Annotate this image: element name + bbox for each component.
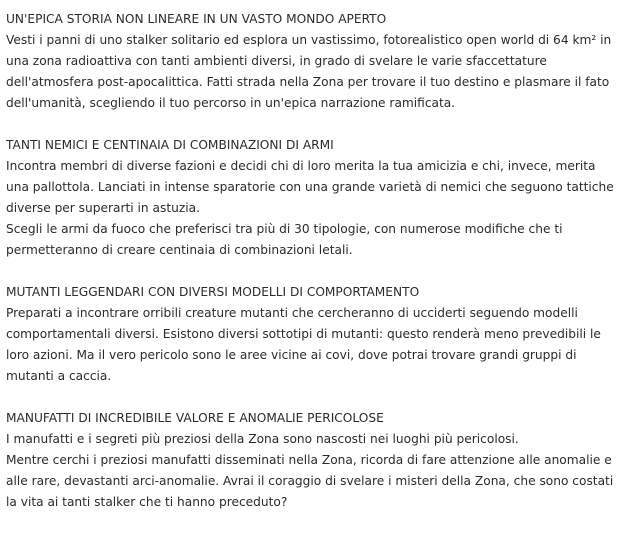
section-paragraph: Vesti i panni di uno stalker solitario ed esplora un vastissimo, fotorealistico open world di 64 km² in una zona radioattiva con tanti ambienti diversi, in grado di svelare le varie sfaccettature dell'atmosfera post-apocalittica. Fatti strada nella Zona per trovare il tuo destino e plasmare il fato dell'umanità, scegliendo il tuo percorso in un'epica narrazione ramificata. <box>6 33 612 110</box>
section-heading: UN'EPICA STORIA NON LINEARE IN UN VASTO MONDO APERTO <box>6 12 387 26</box>
section-paragraph: Incontra membri di diverse fazioni e decidi chi di loro merita la tua amicizia e chi, invece, merita una pallottola. Lanciati in intense sparatorie con una grande varietà di nemici che seguono tattiche diverse per superarti in astuzia. <box>6 159 614 215</box>
section-paragraph: Preparati a incontrare orribili creature mutanti che cercheranno di ucciderti seguendo modelli comportamentali diversi. Esistono diversi sottotipi di mutanti: questo renderà meno prevedibili le loro azioni. Ma il vero pericolo sono le aree vicine ai covi, dove potrai trovare grandi gruppi di mutanti a caccia. <box>6 306 601 383</box>
section-heading: TANTI NEMICI E CENTINAIA DI COMBINAZIONI DI ARMI <box>6 138 334 152</box>
section-open-world <box>6 9 618 114</box>
description-text <box>6 9 618 534</box>
section-paragraph: Scegli le armi da fuoco che preferisci tra più di 30 tipologie, con numerose modifiche che ti permetteranno di creare centinaia di combinazioni letali. <box>6 222 563 257</box>
section-heading: MUTANTI LEGGENDARI CON DIVERSI MODELLI DI COMPORTAMENTO <box>6 285 420 299</box>
section-artifacts-anomalies <box>6 408 618 513</box>
section-mutants <box>6 282 618 387</box>
section-heading: MANUFATTI DI INCREDIBILE VALORE E ANOMALIE PERICOLOSE <box>6 411 384 425</box>
section-paragraph: Mentre cerchi i preziosi manufatti disseminati nella Zona, ricorda di fare attenzione alle anomalie e alle rare, devastanti arci-anomalie. Avrai il coraggio di svelare i misteri della Zona, che sono costati la vita ai tanti stalker che ti hanno preceduto? <box>6 453 614 509</box>
section-enemies-weapons <box>6 135 618 261</box>
section-paragraph: I manufatti e i segreti più preziosi della Zona sono nascosti nei luoghi più pericolosi. <box>6 432 519 446</box>
